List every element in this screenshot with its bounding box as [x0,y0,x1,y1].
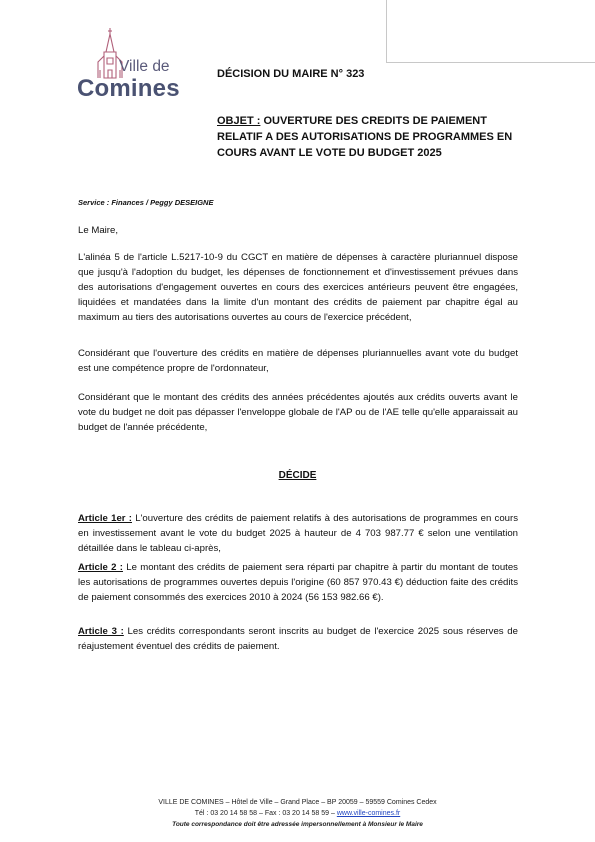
article-2-text: Le montant des crédits de paiement sera réparti par chapitre à partir du montant de toutes les autorisations de programmes ouvertes depuis l'origine (60 857 970.43 €) déduction faite des crédits de paiement consommés des exercices 2010 à 2024 (56 153 982.66 €). [78,562,518,603]
city-logo [76,26,196,116]
article-3 [78,624,518,654]
article-1-label: Article 1er : [78,513,132,524]
article-3-text: Les crédits correspondants seront inscrits au budget de l'exercice 2025 sous réserves de réajustement éventuel des crédits de paiement. [78,626,518,652]
footer-website-link[interactable]: www.ville-comines.fr [336,810,401,817]
footer [0,797,595,830]
article-2-label: Article 2 : [78,562,123,573]
decision-title: DÉCISION DU MAIRE N° 323 [217,68,365,80]
article-2 [78,560,518,605]
service-line: Service : Finances / Peggy DESEIGNE [78,198,214,207]
footer-phone-fax: Tél : 03 20 14 58 58 – Fax : 03 20 14 58 59 – [194,810,337,817]
footer-contact [0,808,595,819]
article-1-text: L'ouverture des crédits de paiement relatifs à des autorisations de programmes en cours en investissement avant le vote du budget 2025 à hauteur de 4 703 987.77 € selon une ventilation détaillée dans le tableau ci-après, [78,513,518,554]
objet-text: OUVERTURE DES CREDITS DE PAIEMENT RELATIF A DES AUTORISATIONS DE PROGRAMMES EN COURS AVANT LE VOTE DU BUDGET 2025 [217,115,513,159]
logo-ville-de: Ville de [119,58,170,75]
logo-comines: Comines [77,75,180,102]
le-maire-salutation: Le Maire, [78,225,118,236]
footer-notice: Toute correspondance doit être adressée impersonnellement à Monsieur le Maire [172,821,423,828]
article-1 [78,511,518,556]
objet-block [217,113,517,161]
paragraph-alinea: L'alinéa 5 de l'article L.5217-10-9 du CGCT en matière de dépenses à caractère pluriannuel dispose que jusqu'à l'adoption du budget, les dépenses de fonctionnement et d'investissement prévues dans des autorisations d'engagement ouvertes en cours des exercices antérieurs peuvent être engagées, liquidées et mandatées dans la limite d'un montant des crédits de paiement par chapitre égal au maximum au tiers des autorisations ouvertes au cours de l'exercice précédent, [78,252,518,323]
paragraph-considerant-1: Considérant que l'ouverture des crédits en matière de dépenses pluriannuelles avant vote du budget est une compétence propre de l'ordonnateur, [78,348,518,374]
footer-address: VILLE DE COMINES – Hôtel de Ville – Grand Place – BP 20059 – 59559 Comines Cedex [158,799,437,806]
objet-label: OBJET : [217,115,261,127]
paragraph-considerant-2: Considérant que le montant des crédits des années précédentes ajoutés aux crédits ouverts avant le vote du budget ne doit pas dépasser l'enveloppe globale de l'AP ou de l'AE telle qu'elle apparaissait au budget de l'année précédente, [78,392,518,433]
article-3-label: Article 3 : [78,626,124,637]
decide-heading: DÉCIDE [278,470,317,481]
stamp-box [386,0,595,63]
